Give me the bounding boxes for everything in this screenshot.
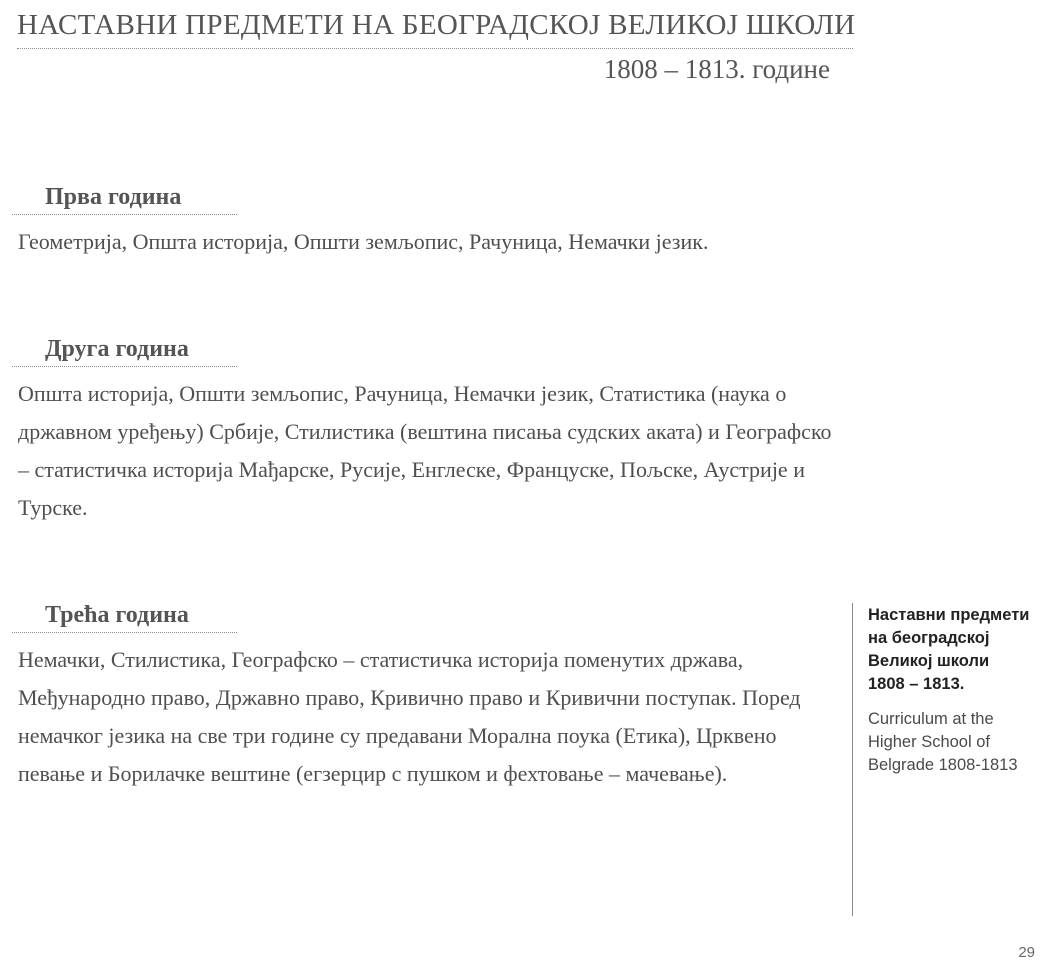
section-body: Општа историја, Општи земљопис, Рачуница, Немачки језик, Статистика (наука о државном уређењу) Србије, Стилистика (вештина писања судских аката) и Географско – статистичка историја Мађарске, Русије, Енглеске, Француске, Пољске, Аустрије и Турске. — [18, 381, 832, 520]
page-number: 29 — [1018, 944, 1035, 961]
section-heading: Друга година — [12, 334, 237, 367]
section-first-year — [12, 182, 832, 261]
sidenote-serbian: Наставни предмети на београдској Великој школи 1808 – 1813. — [868, 606, 1030, 693]
section-second-year — [12, 334, 832, 527]
section-third-year — [12, 600, 832, 793]
section-body: Немачки, Стилистика, Географско – статистичка историја поменутих држава, Међународно право, Државно право, Кривично право и Кривични поступак. Поред немачког језика на све три године су предавани Морална поука (Етика), Црквено певање и Борилачке вештине (егзерцир с пушком и фехтовање – мачевање). — [18, 647, 801, 786]
sidenote — [868, 604, 1053, 777]
sidenote-divider — [852, 603, 853, 916]
section-heading: Трећа година — [12, 600, 237, 633]
sidenote-english: Curriculum at the Higher School of Belgrade 1808-1813 — [868, 710, 1018, 774]
page-title: НАСТАВНИ ПРЕДМЕТИ НА БЕОГРАДСКОЈ ВЕЛИКОЈ ШКОЛИ — [17, 6, 853, 49]
page-subtitle-years: 1808 – 1813. године — [603, 54, 830, 84]
section-heading: Прва година — [12, 182, 237, 215]
section-body: Геометрија, Општа историја, Општи земљопис, Рачуница, Немачки језик. — [18, 229, 709, 254]
